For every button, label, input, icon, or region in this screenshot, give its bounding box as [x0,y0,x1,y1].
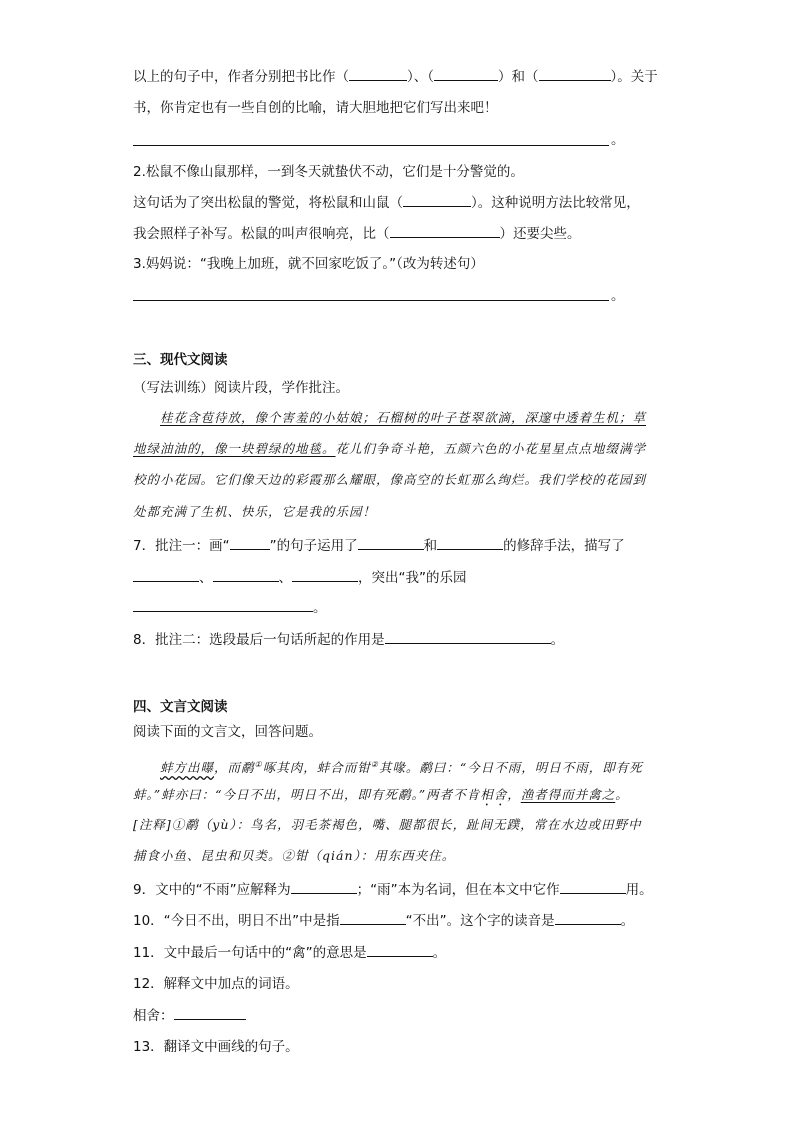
text: “不出”。这个字的读音是 [405,913,555,929]
passage-line1 [160,408,646,428]
q2-line1: 2.松鼠不像山鼠那样，一到冬天就蛰伏不动，它们是十分警觉的。 [133,164,524,180]
answer-blank[interactable] [174,1005,246,1020]
text: 11．文中最后一句话中的“禽”的意思是 [133,945,367,961]
q8-line [133,629,564,650]
wavy-underlined-text: 蚌方出曝 [160,760,215,776]
metaphor-question-line2: 书，你肯定也有一些自创的比喻，请大胆地把它们写出来吧！ [133,100,498,116]
text: 这句话为了突出松鼠的警觉，将松鼠和山鼠（ [133,195,403,211]
q7-line3 [133,597,327,618]
passage-line3: 校的小花园。它们像天边的彩霞那么耀眼，像高空的长虹那么绚烂。我们学校的花园到 [133,472,647,487]
text: ）。关于 [610,69,658,85]
q2-line2 [133,192,640,213]
answer-blank[interactable] [403,192,471,207]
section-title-classical-reading: 四、文言文阅读 [133,699,228,715]
section-title-modern-reading: 三、现代文阅读 [133,352,228,368]
answer-blank[interactable] [133,567,199,582]
answer-line[interactable] [133,300,609,301]
period: 。 [611,132,625,148]
answer-blank[interactable] [385,629,551,644]
answer-blank[interactable] [230,535,270,550]
text: ）。这种说明方法比较常见， [471,195,640,211]
answer-blank[interactable] [291,879,357,894]
answer-blank[interactable] [390,223,500,238]
passage-line4: 处都充满了生机、快乐，它是我的乐园！ [133,504,377,519]
note-marker: ② [370,760,379,769]
text: ”的句子运用了 [269,538,358,554]
text: 相舍： [133,1008,174,1024]
dotted-word: 相舍 [480,787,508,802]
answer-blank[interactable] [367,942,433,957]
text: 9．文中的“不雨”应解释为 [133,882,291,898]
underlined-sentence: 渔者得而并禽之 [520,787,616,802]
period: 。 [313,600,327,616]
answer-blank[interactable] [133,597,313,612]
text: ，突出“我”的乐园 [358,570,467,586]
separator: 、 [278,570,292,586]
answer-blank[interactable] [358,535,424,550]
answer-blank[interactable] [349,66,407,81]
q9-line [133,879,653,900]
text: ， [507,787,521,802]
classical-text-line2 [133,785,629,809]
text: ；“雨”本为名词，但在本文中它作 [356,882,560,898]
section-intro: 阅读下面的文言文，回答问题。 [133,724,322,740]
text: 。 [615,787,629,802]
q11-line [133,942,446,963]
period: 。 [620,913,635,929]
period: 。 [550,632,565,648]
period: 。 [611,288,625,304]
q2-line3 [133,223,581,244]
text: 我会照样子补写。松鼠的叫声很响亮，比（ [133,226,390,242]
q10-line [133,910,634,931]
answer-blank[interactable] [555,910,621,925]
text: 的修辞手法，描写了 [503,538,625,554]
period: 。 [432,945,447,961]
text: 啄其肉，蚌合而钳 [262,760,371,776]
text: ）还要尖些。 [499,226,581,242]
text: 7．批注一：画“ [133,538,230,554]
answer-line[interactable] [133,145,609,146]
answer-blank[interactable] [292,567,358,582]
separator: 、 [199,570,213,586]
answer-blank[interactable] [539,66,611,81]
q12-answer [133,1005,246,1026]
text: 和 [423,538,438,554]
underlined-text: 桂花含苞待放，像个害羞的小姑娘；石榴树的叶子苍翠欲滴，深邃中透着生机；草 [160,410,647,425]
text: ）和（ [498,69,539,85]
note-line1: [注释]①鹬（yù）：鸟名，羽毛茶褐色，嘴、腿都很长，趾间无蹼，常在水边或田野中 [133,817,642,832]
text: 蚌。”蚌亦曰：“今日不出，明日不出，即有死鹬。”两者不肯 [133,787,481,802]
metaphor-question-line1 [133,66,658,87]
q7-line2 [133,567,467,588]
classical-text-line1 [160,755,643,778]
q7-line1 [133,535,625,556]
text: 10．“今日不出，明日不出”中是指 [133,913,340,929]
answer-blank[interactable] [213,567,279,582]
section-intro: （写法训练）阅读片段，学作批注。 [133,380,349,396]
text: 其喙。鹬曰：“今日不雨，明日不雨，即有死 [378,760,643,776]
answer-blank[interactable] [434,66,498,81]
q3-line1: 3.妈妈说：“我晚上加班，就不回家吃饭了。”（改为转述句） [133,256,484,272]
underlined-text: 地绿油油的，像一块碧绿的地毯。 [133,441,336,456]
text: ）、（ [407,69,434,85]
answer-blank[interactable] [560,879,626,894]
q13-line: 13．翻译文中画线的句子。 [133,1039,299,1055]
note-marker: ① [254,760,263,769]
text: 用。 [625,882,653,898]
text: ，而鹬 [214,760,255,776]
q12-line: 12．解释文中加点的词语。 [133,976,299,992]
answer-blank[interactable] [340,910,406,925]
note-line2: 捕食小鱼、昆虫和贝类。②钳（qián）：用东西夹住。 [133,848,456,863]
text: 花儿们争奇斗艳，五颜六色的小花星星点点地缀满学 [335,441,647,456]
text: 8．批注二：选段最后一句话所起的作用是 [133,632,385,648]
text: 以上的句子中，作者分别把书比作（ [133,69,349,85]
answer-blank[interactable] [437,535,503,550]
passage-line2 [133,439,646,459]
